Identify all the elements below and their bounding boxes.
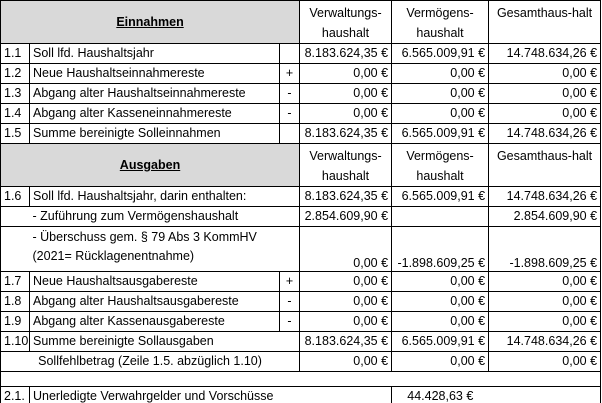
table-row — [1, 292, 601, 312]
value-vermoegen: -1.898.609,25 € — [392, 227, 489, 272]
table-row — [1, 44, 601, 64]
value-vermoegen: 0,00 € — [392, 352, 489, 372]
row-number: 1.8 — [1, 292, 30, 312]
value-vermoegen: 6.565.009,91 € — [392, 44, 489, 64]
row-number: 1.9 — [1, 312, 30, 332]
value-vermoegen: 0,00 € — [392, 292, 489, 312]
col-vermoegenshaushalt: Vermögens-haushalt — [392, 1, 489, 44]
value-verwaltung: 0,00 € — [300, 352, 392, 372]
row-sign: + — [280, 272, 300, 292]
row-number: 1.1 — [1, 44, 30, 64]
row-number: 1.7 — [1, 272, 30, 292]
table-row — [1, 124, 601, 144]
col-verwaltungshaushalt: Verwaltungs-haushalt — [300, 144, 392, 187]
value-vermoegen: 0,00 € — [392, 272, 489, 292]
value-verwaltung: 0,00 € — [300, 292, 392, 312]
value-gesamt: 0,00 € — [489, 104, 601, 124]
value-verwaltung: 8.183.624,35 € — [300, 124, 392, 144]
row-label: Neue Haushaltsausgabereste — [30, 272, 280, 292]
value-vermoegen: 6.565.009,91 € — [392, 124, 489, 144]
value-verwaltung: 8.183.624,35 € — [300, 332, 392, 352]
value-vermoegen: 0,00 € — [392, 64, 489, 84]
value-verwaltung: 0,00 € — [300, 312, 392, 332]
col-gesamthaushalt: Gesamthaus-halt — [489, 144, 601, 187]
row-label: Abgang alter Haushaltsausgabereste — [30, 292, 280, 312]
row-number: 1.6 — [1, 187, 30, 207]
value-gesamt: 0,00 € — [489, 84, 601, 104]
table-row — [1, 187, 601, 207]
row-label: Abgang alter Kassenausgabereste — [30, 312, 280, 332]
row-sign: - — [280, 292, 300, 312]
einnahmen-header-row — [1, 1, 601, 44]
row-label: Soll lfd. Haushaltsjahr, darin enthalten: — [30, 187, 300, 207]
row-label: Unerledigte Verwahrgelder und Vorschüsse — [30, 387, 392, 403]
value-verwaltung: 0,00 € — [300, 272, 392, 292]
table-row — [1, 272, 601, 292]
value-vermoegen: 0,00 € — [392, 312, 489, 332]
row-number: 1.4 — [1, 104, 30, 124]
value-vermoegen: 0,00 € — [392, 84, 489, 104]
table-row — [1, 207, 601, 227]
ausgaben-heading: Ausgaben — [1, 144, 300, 187]
value-gesamt: 0,00 € — [489, 352, 601, 372]
table-row — [1, 84, 601, 104]
col-gesamthaushalt: Gesamthaus-halt — [489, 1, 601, 44]
ausgaben-header-row — [1, 144, 601, 187]
col-verwaltungshaushalt: Verwaltungs-haushalt — [300, 1, 392, 44]
row-number: 1.3 — [1, 84, 30, 104]
row-sign: - — [280, 312, 300, 332]
value-verwaltung: 0,00 € — [300, 104, 392, 124]
value-verwaltung: 0,00 € — [300, 64, 392, 84]
table-row — [1, 227, 601, 272]
row-number: 1.10 — [1, 332, 30, 352]
row-label: Abgang alter Kasseneinnahmereste — [30, 104, 280, 124]
value-vermoegen: 0,00 € — [392, 104, 489, 124]
value-gesamt: 14.748.634,26 € — [489, 124, 601, 144]
row-label: - Überschuss gem. § 79 Abs 3 KommHV (2021= Rücklagenentnahme) — [30, 227, 300, 272]
value-gesamt: 2.854.609,90 € — [489, 207, 601, 227]
value-gesamt: 14.748.634,26 € — [489, 44, 601, 64]
value-verwaltung: 2.854.609,90 € — [300, 207, 392, 227]
row-sign: + — [280, 64, 300, 84]
table-row — [1, 332, 601, 352]
row-number: 2.1. — [1, 387, 30, 403]
table-row — [1, 312, 601, 332]
value-vermoegen: 6.565.009,91 € — [392, 332, 489, 352]
value-gesamt: 0,00 € — [489, 292, 601, 312]
row-sign: - — [280, 104, 300, 124]
einnahmen-heading: Einnahmen — [1, 1, 300, 44]
value-vermoegen: 6.565.009,91 € — [392, 187, 489, 207]
table-row — [1, 64, 601, 84]
row-number: 1.5 — [1, 124, 30, 144]
row-label: - Zuführung zum Vermögenshaushalt — [30, 207, 300, 227]
value-verwaltung: 0,00 € — [300, 84, 392, 104]
row-label: Summe bereinigte Sollausgaben — [30, 332, 300, 352]
verwahrgelder-value: 44.428,63 € — [392, 387, 489, 403]
value-gesamt: 14.748.634,26 € — [489, 187, 601, 207]
col-vermoegenshaushalt: Vermögens-haushalt — [392, 144, 489, 187]
row-label: Summe bereinigte Solleinnahmen — [30, 124, 280, 144]
value-gesamt: 14.748.634,26 € — [489, 332, 601, 352]
table-row — [1, 104, 601, 124]
row-number — [1, 227, 30, 272]
separator-row — [1, 372, 601, 387]
value-gesamt: 0,00 € — [489, 64, 601, 84]
value-gesamt: 0,00 € — [489, 312, 601, 332]
value-gesamt: -1.898.609,25 € — [489, 227, 601, 272]
row-sign: - — [280, 84, 300, 104]
row-sign — [280, 44, 300, 64]
row-number — [1, 207, 30, 227]
row-sign — [280, 124, 300, 144]
row-number: 1.2 — [1, 64, 30, 84]
row-label: Soll lfd. Haushaltsjahr — [30, 44, 280, 64]
value-gesamt: 0,00 € — [489, 272, 601, 292]
sollfehlbetrag-row — [1, 352, 601, 372]
row-label: Neue Haushaltseinnahmereste — [30, 64, 280, 84]
value-verwaltung: 8.183.624,35 € — [300, 187, 392, 207]
value-verwaltung: 8.183.624,35 € — [300, 44, 392, 64]
verwahrgelder-row — [1, 387, 601, 403]
row-label: Sollfehlbetrag (Zeile 1.5. abzüglich 1.10) — [1, 352, 300, 372]
value-verwaltung: 0,00 € — [300, 227, 392, 272]
value-vermoegen — [392, 207, 489, 227]
row-label: Abgang alter Haushaltseinnahmereste — [30, 84, 280, 104]
